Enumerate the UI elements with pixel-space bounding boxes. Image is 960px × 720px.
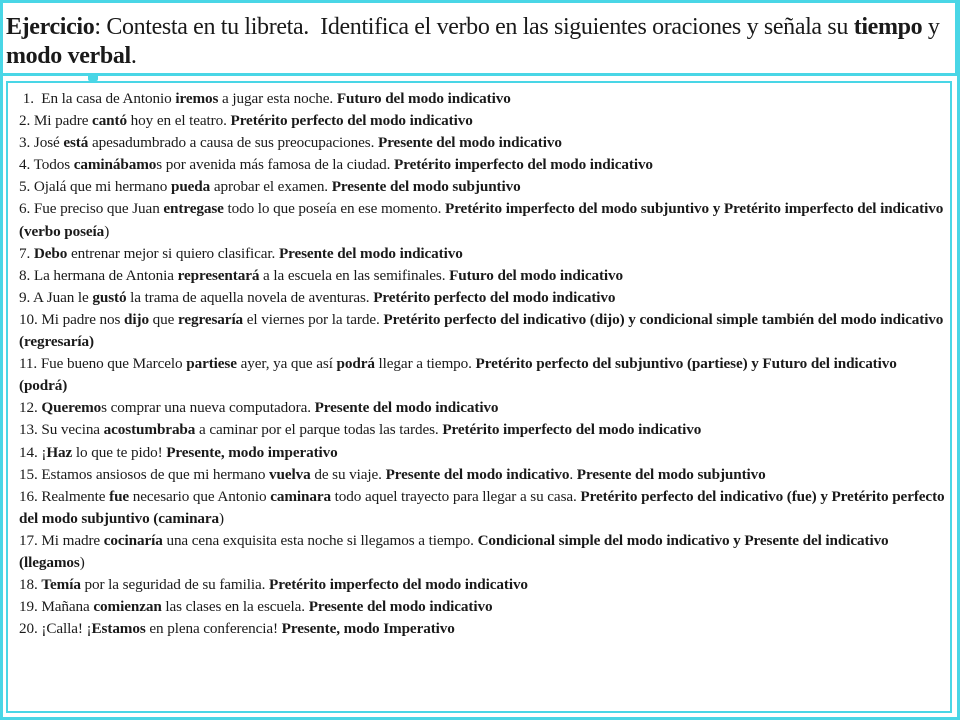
answer-text: una cena exquisita esta noche si llegamos a tiempo. [162, 531, 478, 549]
answer-bold-text: caminábamo [73, 156, 157, 174]
answer-bold-text: Presente del modo indicativo [385, 465, 570, 483]
answer-text: necesario que Antonio [129, 487, 271, 505]
answer-item [19, 176, 947, 198]
answer-bold-text: Presente, modo Imperativo [281, 620, 455, 638]
title-text: y [922, 14, 946, 40]
answer-item [19, 88, 947, 110]
answer-item [19, 397, 947, 419]
answer-item [19, 287, 947, 309]
answer-item [19, 618, 947, 640]
answer-text: 19. Mañana [19, 598, 94, 616]
answer-text: 11. Fue bueno que Marcelo [19, 355, 187, 373]
answer-item [19, 198, 947, 242]
answer-bold-text: podrá [336, 355, 375, 373]
answer-item [19, 530, 947, 574]
answer-item [19, 419, 947, 441]
title-bold-text: tiempo [853, 14, 923, 40]
answer-text: las clases en la escuela. [161, 598, 309, 616]
answer-bold-text: Presente del modo indicativo [378, 134, 562, 152]
answer-item [19, 110, 947, 132]
answer-text: todo aquel trayecto para llegar a su casa. [330, 487, 581, 505]
answer-bold-text: Condicional simple del modo indicativo y Presente del indicativo (llegamos [19, 531, 896, 571]
title-bold-text: modo verbal [6, 43, 131, 69]
answer-bold-text: comienzan [93, 598, 162, 616]
answer-text: 5. Ojalá que mi hermano [19, 178, 171, 196]
answer-bold-text: Presente del modo indicativo [278, 244, 463, 262]
answer-bold-text: dijo [124, 310, 149, 328]
answer-bold-text: está [63, 134, 89, 152]
answer-text: apesadumbrado a causa de sus preocupaciones. [88, 134, 379, 152]
answer-text: 4. Todos [19, 156, 74, 174]
answer-bold-text: iremos [175, 90, 219, 107]
answer-bold-text: Haz [46, 443, 73, 461]
answer-text: llegar a tiempo. [374, 355, 476, 373]
answer-text: en plena conferencia! [145, 620, 282, 638]
answer-text: entrenar mejor si quiero clasificar. [67, 244, 279, 262]
answer-item [19, 442, 947, 464]
answer-item [19, 309, 947, 353]
answer-bold-text: Pretérito perfecto del indicativo (dijo) y condicional simple también del modo indicativo (regresaría) [19, 310, 948, 351]
answer-bold-text: partiese [186, 355, 237, 373]
answer-text: s comprar una nueva computadora. [101, 399, 315, 417]
answer-bold-text: regresaría [177, 310, 244, 328]
answer-bold-text: acostumbraba [103, 421, 196, 439]
answer-bold-text: representará [177, 266, 260, 284]
answer-text: 18. [19, 576, 42, 594]
answer-bold-text: cantó [92, 112, 127, 130]
answer-text: hoy en el teatro. [126, 112, 231, 130]
exercise-title [0, 0, 958, 76]
title-text: . [130, 43, 137, 69]
answer-item [19, 154, 947, 176]
answer-text: 3. José [19, 134, 64, 152]
answer-bold-text: Pretérito imperfecto del modo indicativo [269, 576, 528, 594]
answer-text: 6. Fue preciso que Juan [19, 200, 164, 218]
answer-text: todo lo que poseía en ese momento. [223, 200, 446, 218]
answer-bold-text: Estamos [91, 620, 146, 638]
answer-text: 7. [19, 244, 34, 262]
answer-bold-text: Futuro del modo indicativo [449, 266, 624, 284]
accent-mark [88, 74, 98, 81]
answer-text: 16. Realmente [19, 487, 110, 505]
answer-text: . [569, 465, 577, 483]
answer-text: la trama de aquella novela de aventuras. [126, 288, 374, 306]
answer-bold-text: Presente del modo subjuntivo [331, 178, 521, 196]
answer-item [19, 574, 947, 596]
answer-bold-text: pueda [170, 178, 211, 196]
answer-bold-text: Debo [33, 244, 68, 262]
answer-text: 13. Su vecina [19, 421, 104, 439]
answer-bold-text: Pretérito perfecto del indicativo (fue) y Pretérito perfecto del modo subjuntivo (caminara [19, 487, 949, 527]
answer-text: a la escuela en las semifinales. [259, 266, 450, 284]
answer-bold-text: fue [109, 487, 130, 505]
answer-bold-text: Pretérito perfecto del modo indicativo [373, 288, 616, 306]
answer-text: aprobar el examen. [210, 178, 332, 196]
answer-bold-text: Presente del modo indicativo [314, 399, 499, 417]
answer-text: que [148, 310, 178, 328]
answer-bold-text: Pretérito imperfecto del modo indicativo [394, 156, 653, 174]
answer-text: a caminar por el parque todas las tardes. [195, 421, 443, 439]
answer-bold-text: gustó [92, 288, 127, 306]
answer-bold-text: Temía [41, 576, 81, 594]
answer-text: 9. A Juan le [19, 288, 93, 306]
answer-bold-text: entregase [163, 200, 224, 218]
answer-item [19, 464, 947, 486]
answer-bold-text: cocinaría [103, 531, 163, 549]
answer-item [19, 265, 947, 287]
answer-text: a jugar esta noche. [218, 90, 337, 107]
answer-text: 10. Mi padre nos [19, 310, 125, 328]
answer-list [19, 88, 947, 640]
answer-text: ) [104, 222, 110, 240]
answer-text: el viernes por la tarde. [243, 310, 384, 328]
answer-item [19, 596, 947, 618]
answer-bold-text: Presente del modo indicativo [308, 598, 493, 616]
answer-bold-text: Presente del modo subjuntivo [576, 465, 766, 483]
answer-bold-text: Futuro del modo indicativo [336, 90, 511, 107]
answer-text: 14. ¡ [19, 443, 47, 461]
answer-text: 8. La hermana de Antonia [19, 266, 178, 284]
answer-bold-text: Pretérito imperfecto del modo subjuntivo y Pretérito imperfecto del indicativo (verbo poseía [19, 200, 947, 240]
answer-bold-text: vuelva [269, 465, 311, 483]
answer-text: por la seguridad de su familia. [80, 576, 270, 594]
title-bold-text: Ejercicio [6, 14, 95, 40]
answer-bold-text: Presente, modo imperativo [166, 443, 338, 461]
answer-item [19, 132, 947, 154]
answer-bold-text: caminara [270, 487, 331, 505]
answer-text: 12. [19, 399, 42, 417]
title-text: : Contesta en tu libreta. Identifica el verbo en las siguientes oraciones y señala su [94, 14, 854, 40]
answer-text: 15. Estamos ansiosos de que mi hermano [19, 465, 270, 483]
answer-text: ) [79, 553, 85, 571]
answer-text: 1. En la casa de Antonio [19, 90, 176, 107]
answer-text: lo que te pido! [72, 443, 167, 461]
answer-bold-text: Queremo [41, 399, 102, 417]
answer-item [19, 486, 947, 530]
answer-text: s por avenida más famosa de la ciudad. [156, 156, 395, 174]
answer-item [19, 243, 947, 265]
answer-bold-text: Pretérito perfecto del modo indicativo [230, 112, 473, 130]
answer-text: de su viaje. [310, 465, 386, 483]
answer-bold-text: Pretérito perfecto del subjuntivo (partiese) y Futuro del indicativo (podrá) [19, 355, 901, 395]
answer-bold-text: Pretérito imperfecto del modo indicativo [442, 421, 702, 439]
answer-text: 17. Mi madre [19, 531, 104, 549]
answer-text: ayer, ya que así [236, 355, 337, 373]
answer-item [19, 353, 947, 397]
answer-text: 20. ¡Calla! ¡ [19, 620, 92, 638]
answer-text: ) [219, 509, 225, 527]
answer-text: 2. Mi padre [19, 112, 93, 130]
